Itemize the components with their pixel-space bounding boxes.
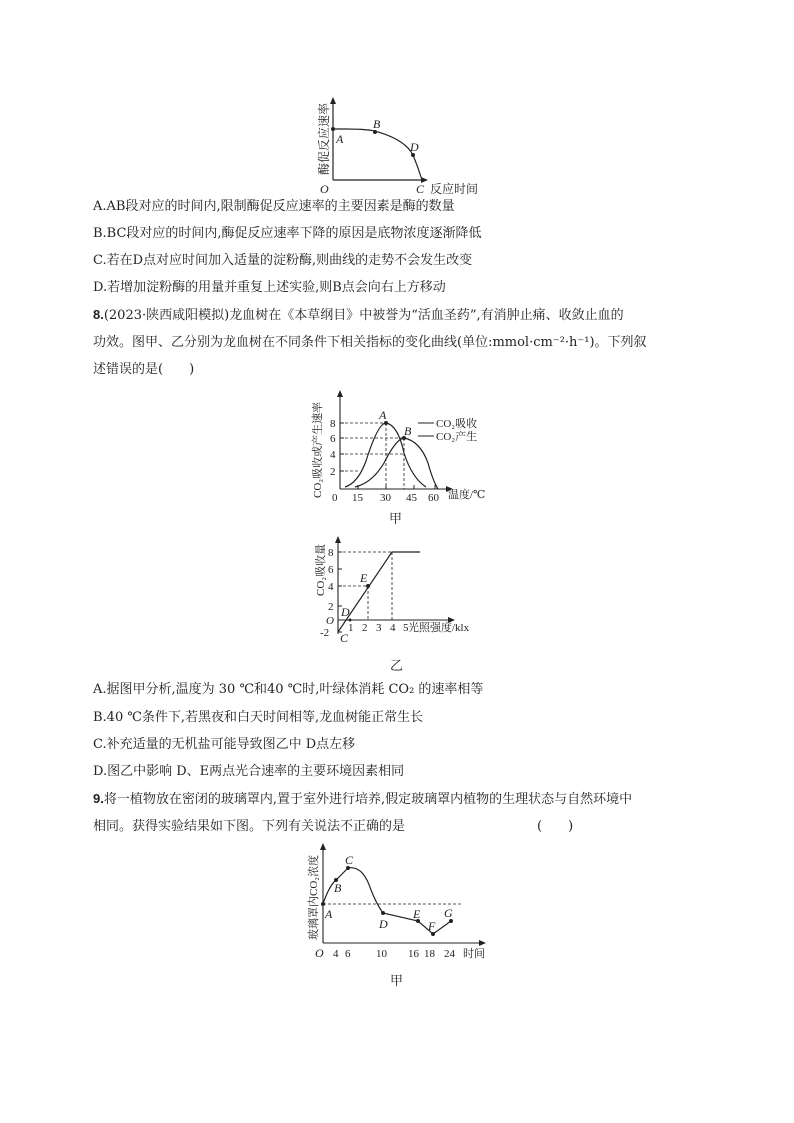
y-tick-4: 4 <box>328 581 334 593</box>
y-arrow <box>330 97 336 104</box>
label-b: B <box>334 881 342 895</box>
x-tick-15: 15 <box>352 492 363 503</box>
y-axis-label: 玻璃罩内CO₂浓度 <box>308 854 320 940</box>
label-e: E <box>413 907 421 921</box>
y-axis-label: 酶促反应速率 <box>317 102 331 175</box>
label-a: A <box>325 907 333 921</box>
y-tick-4: 4 <box>330 449 336 461</box>
caption-jia: 甲 <box>389 512 403 527</box>
q7-option-c: C.若在D点对应时间加入适量的淀粉酶,则曲线的走势不会发生改变 <box>93 253 473 268</box>
legend-produce: CO₂产生 <box>436 431 478 443</box>
x-tick-4: 4 <box>390 622 396 634</box>
label-d: D <box>379 917 388 931</box>
point-a <box>331 127 335 131</box>
label-c: C <box>340 631 349 644</box>
y-tick-8: 8 <box>328 547 334 559</box>
q8-option-b: B.40 ℃条件下,若黑夜和白天时间相等,龙血树能正常生长 <box>93 710 424 725</box>
y-tick-2: 2 <box>330 466 336 478</box>
x-tick-18: 18 <box>424 948 435 960</box>
y-tick-neg2: -2 <box>320 627 330 639</box>
x-tick-6: 6 <box>345 948 351 960</box>
q8-line-1: 8.(2023·陕西咸阳模拟)龙血树在《本草纲目》中被誉为“活血圣药”,有消肿止痛、收敛止血的 <box>93 307 624 323</box>
origin: O <box>315 946 324 960</box>
q8-line-3: 述错误的是( ) <box>93 362 195 377</box>
x-axis-label: 时间 <box>463 948 485 960</box>
q9-line-2: 相同。获得实验结果如下图。下列有关说法不正确的是 <box>93 819 406 834</box>
x-tick-16: 16 <box>408 948 419 960</box>
label-a: A <box>336 132 344 146</box>
x-tick-2: 2 <box>362 622 368 634</box>
figure-jia-temperature <box>300 383 500 503</box>
caption-yi: 乙 <box>390 659 404 674</box>
x-axis-label: 温度/℃ <box>448 489 486 501</box>
rate-curve <box>333 129 422 180</box>
y-tick-6: 6 <box>330 433 336 445</box>
y-axis-label: CO₂吸收或产生速率 <box>312 401 324 498</box>
x-axis-label: 反应时间 <box>430 182 479 195</box>
figure-co2-concentration <box>303 840 503 965</box>
x-tick-60: 60 <box>428 492 439 503</box>
q9-line-1: 9.将一植物放在密闭的玻璃罩内,置于室外进行培养,假定玻璃罩内植物的生理状态与自然环境中 <box>93 791 633 807</box>
x-tick-1: 1 <box>348 622 354 634</box>
q8-option-a: A.据图甲分析,温度为 30 ℃和40 ℃时,叶绿体消耗 CO₂ 的速率相等 <box>93 682 484 697</box>
q8-number: 8. <box>93 307 104 322</box>
q9-answer-paren: ( ) <box>537 819 574 834</box>
caption-jia-2: 甲 <box>390 974 404 989</box>
x-tick-30: 30 <box>380 492 391 503</box>
figure-yi-light <box>312 534 492 644</box>
y-tick-8: 8 <box>330 418 336 430</box>
label-c: C <box>416 182 425 195</box>
x-tick-10: 10 <box>376 948 387 960</box>
label-a: A <box>379 408 387 422</box>
label-g: G <box>444 906 453 920</box>
q8-option-c: C.补充适量的无机盐可能导致图乙中 D点左移 <box>93 737 356 752</box>
legend-absorb: CO₂吸收 <box>436 418 478 430</box>
label-e: E <box>360 571 368 585</box>
q7-option-b: B.BC段对应的时间内,酶促反应速率下降的原因是底物浓度逐渐降低 <box>93 226 482 241</box>
label-b: B <box>373 117 381 131</box>
y-axis-label: CO₂吸收量 <box>315 543 327 596</box>
y-tick-2: 2 <box>328 601 334 613</box>
label-f: F <box>428 919 436 933</box>
label-b: B <box>404 424 412 438</box>
co2-absorb-curve <box>345 423 426 487</box>
label-d: D <box>410 140 419 154</box>
q7-option-d: D.若增加淀粉酶的用量并重复上述实验,则B点会向右上方移动 <box>93 280 446 295</box>
y-tick-6: 6 <box>328 564 334 576</box>
q7-option-a: A.AB段对应的时间内,限制酶促反应速率的主要因素是酶的数量 <box>93 199 455 214</box>
q8-option-d: D.图乙中影响 D、E两点光合速率的主要环境因素相同 <box>93 764 405 779</box>
x-tick-5: 5 <box>403 622 409 634</box>
x-tick-4: 4 <box>333 948 339 960</box>
co2-produce-curve <box>355 438 438 489</box>
q9-number: 9. <box>93 791 104 806</box>
x-tick-24: 24 <box>444 948 455 960</box>
label-d: D <box>341 605 350 619</box>
q8-line-2: 功效。图甲、乙分别为龙血树在不同条件下相关指标的变化曲线(单位:mmol·cm⁻²·h⁻¹)。下列叙 <box>93 335 647 350</box>
x-axis-label: 光照强度/klx <box>408 622 470 634</box>
origin: O <box>326 615 334 627</box>
origin: O <box>320 182 329 195</box>
origin: 0 <box>332 492 338 503</box>
label-c: C <box>345 853 354 867</box>
x-tick-3: 3 <box>376 622 382 634</box>
figure-enzyme-rate <box>300 95 500 195</box>
x-tick-45: 45 <box>406 492 417 503</box>
